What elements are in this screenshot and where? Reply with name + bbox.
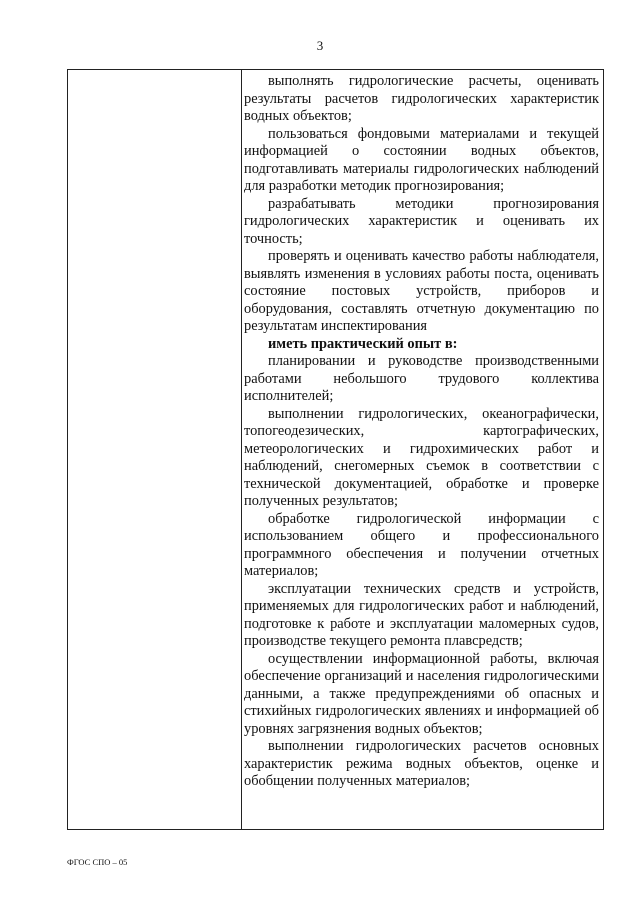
paragraph: выполнении гидрологических расчетов основных характеристик режима водных объектов, оценке и обобщении полученных материалов; — [244, 738, 599, 789]
paragraph: проверять и оценивать качество работы наблюдателя, выявлять изменения в условиях работы поста, оценивать состояние постовых устройств, приборов и оборудования, составлять отчетную документацию по результатам инспектирования — [244, 248, 599, 334]
paragraph: выполнять гидрологические расчеты, оценивать результаты расчетов гидрологических характеристик водных объектов; — [244, 73, 599, 124]
paragraph: планировании и руководстве производственными работами небольшого трудового коллектива исполнителей; — [244, 353, 599, 404]
page-number: 3 — [316, 38, 324, 53]
column-divider — [241, 70, 242, 829]
requirements-table — [67, 69, 604, 830]
section-heading: иметь практический опыт в: — [268, 335, 458, 352]
paragraph: осуществлении информационной работы, включая обеспечение организаций и населения гидрологическими данными, а также предупреждениями об опасных и стихийных гидрологических явлениях и информацией об уровнях загрязнения водных объектов; — [244, 650, 599, 737]
paragraph: эксплуатации технических средств и устройств, применяемых для гидрологических работ и наблюдений, подготовке к работе и эксплуатации маломерных судов, производстве текущего ремонта плавсредств; — [244, 580, 599, 649]
footer-code: ФГОС СПО – 05 — [67, 857, 128, 867]
paragraph: выполнении гидрологических, океанографически, топогеодезических, картографических, метеорологических и гидрохимических работ и наблюдений, снегомерных съемок в соответствии с технической документацией, обработке и проверке полученных результатов; — [244, 405, 599, 509]
requirements-cell — [244, 73, 599, 791]
paragraph: разрабатывать методики прогнозирования гидрологических характеристик и оценивать их точность; — [244, 195, 599, 247]
paragraph: пользоваться фондовыми материалами и текущей информацией о состоянии водных объектов, подготавливать материалы гидрологических наблюдений для разработки методик прогнозирования; — [244, 125, 599, 194]
paragraph: обработке гидрологической информации с использованием общего и профессионального программного обеспечения и получении отчетных материалов; — [244, 510, 599, 579]
